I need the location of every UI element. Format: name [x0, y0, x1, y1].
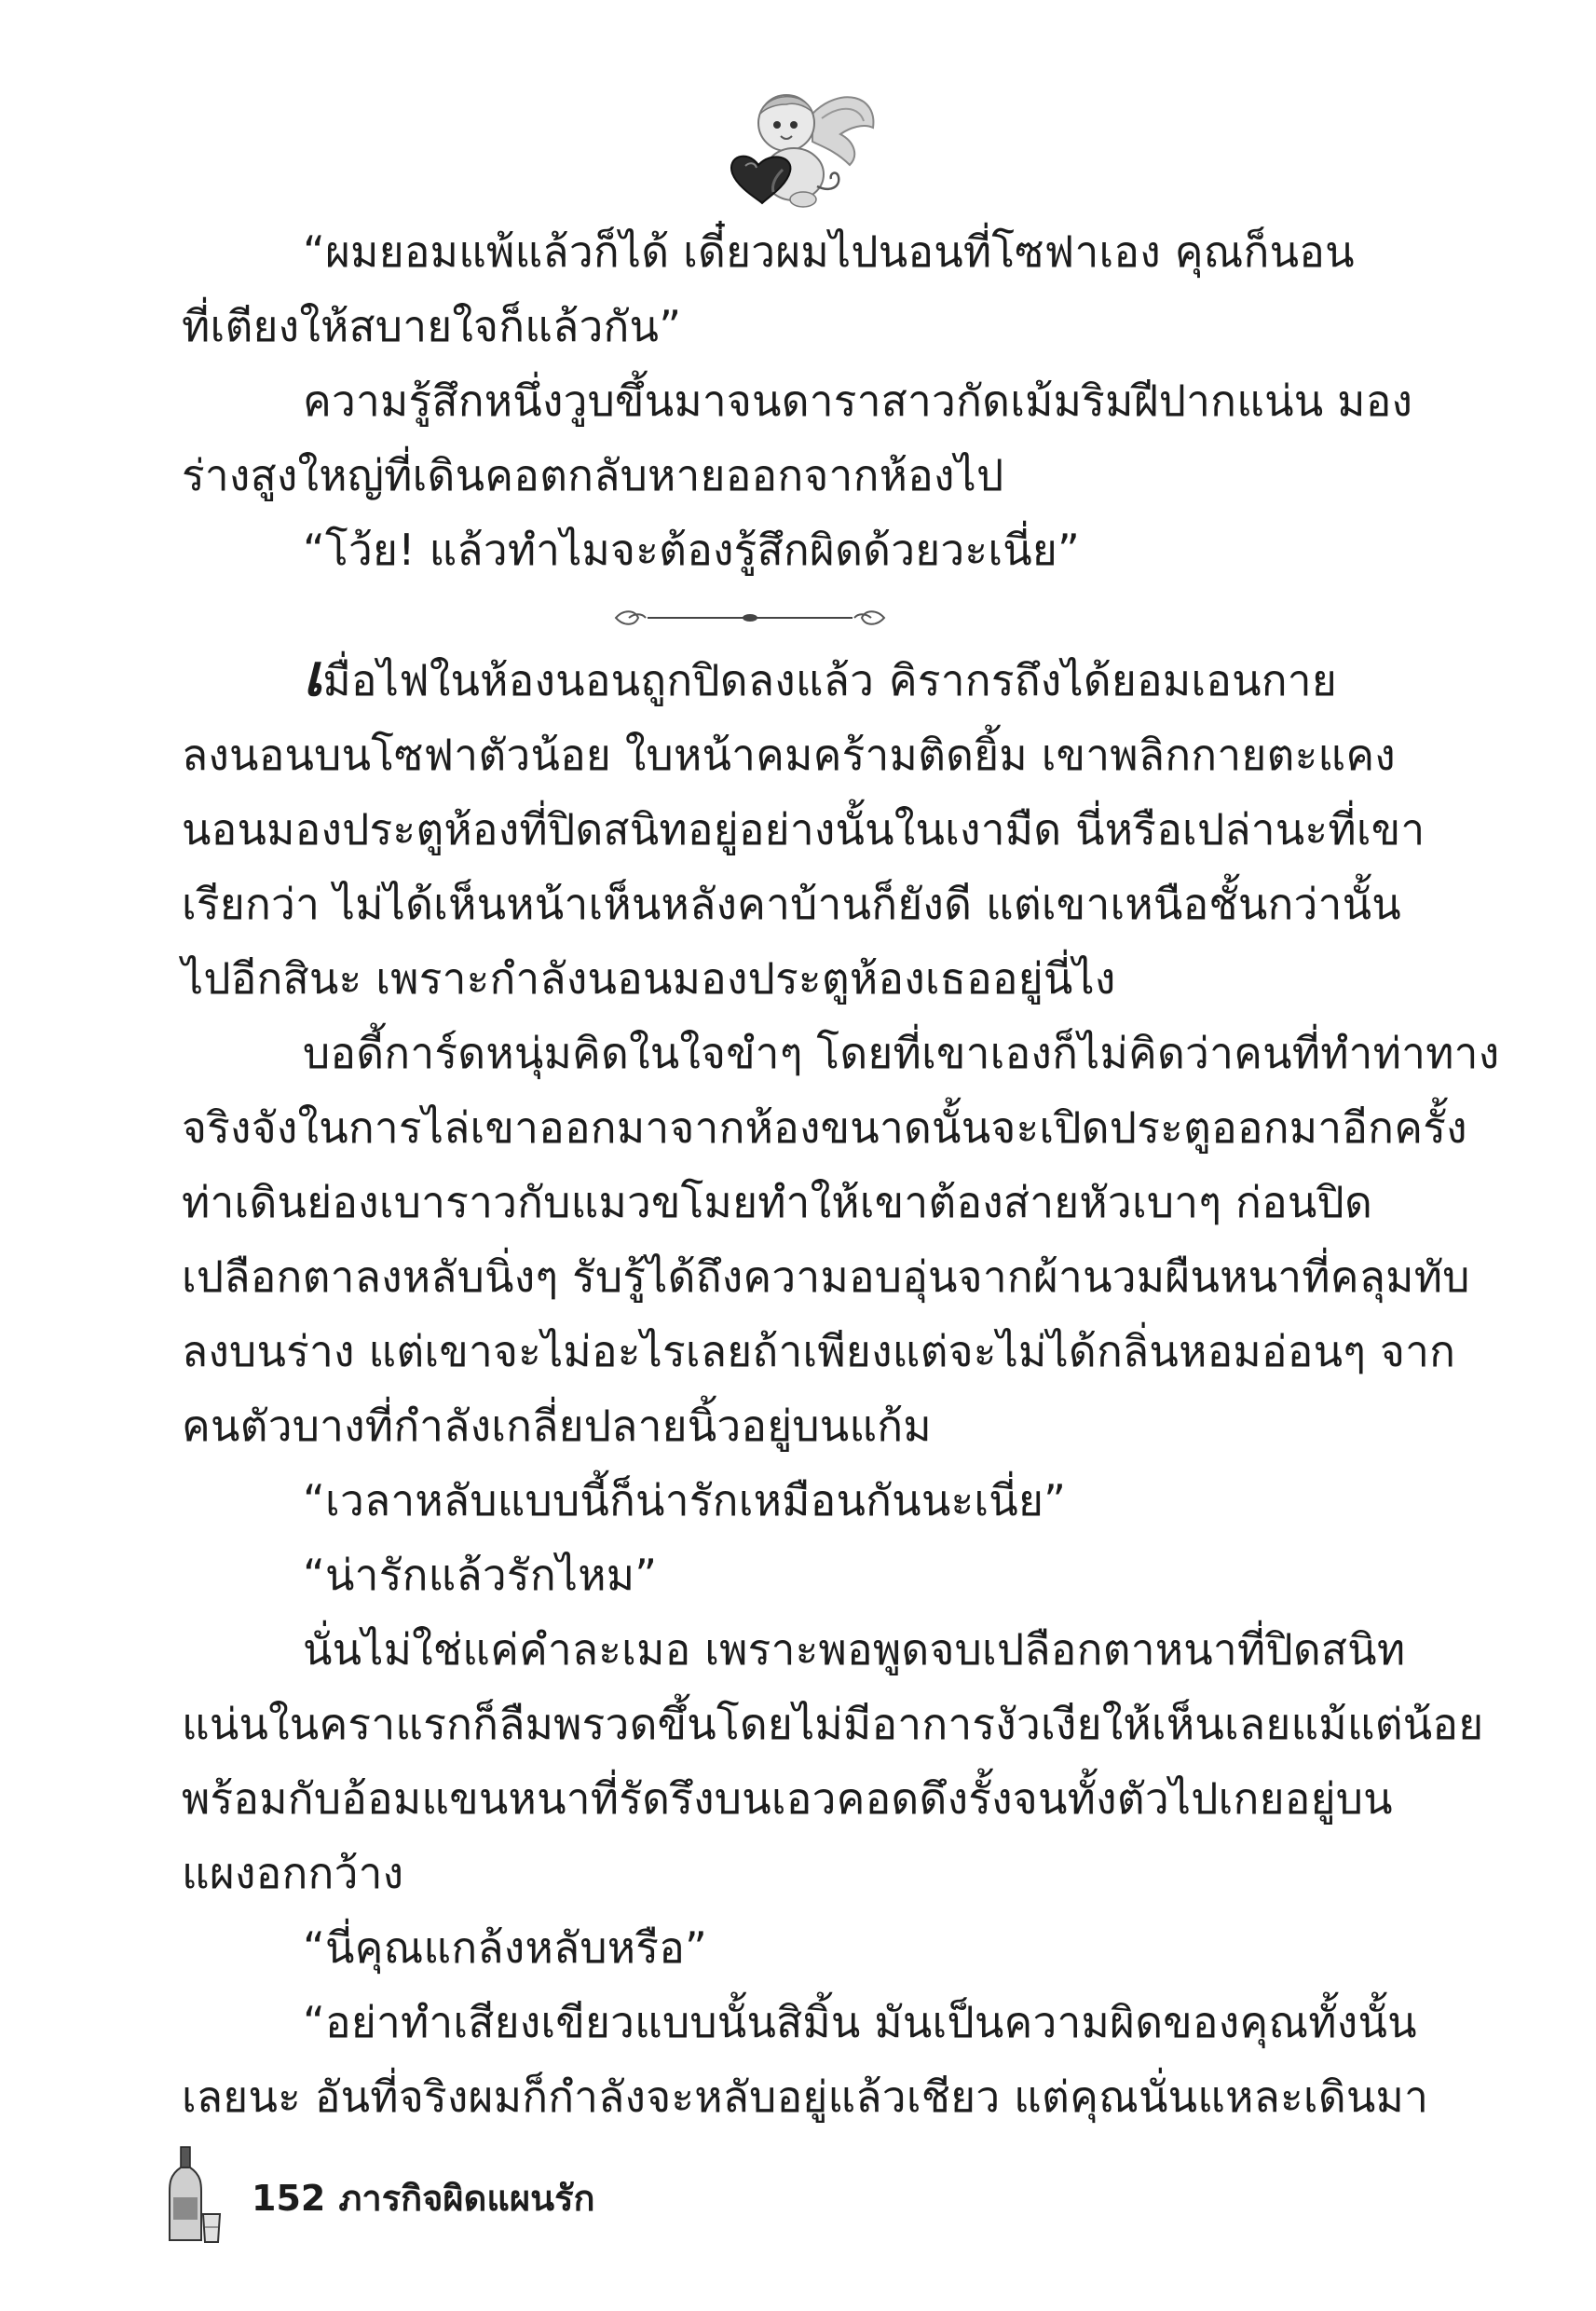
text-line: เลยนะ อันที่จริงผมก็กำลังจะหลับอยู่แล้วเชียว แต่คุณนั่นแหละเดินมา: [182, 2072, 1429, 2122]
text-line-first-rest: มื่อไฟในห้องนอนถูกปิดลงแล้ว คิรากรถึงได้ยอมเอนกาย: [322, 655, 1337, 705]
text-line: จริงจังในการไล่เขาออกมาจากห้องขนาดนั้นจะเปิดประตูออกมาอีกครั้ง: [182, 1102, 1467, 1153]
text-line: นอนมองประตูห้องที่ปิดสนิทอยู่อย่างนั้นในเงามืด นี่หรือเปล่านะที่เขา: [182, 804, 1425, 855]
page-footer: [252, 2169, 595, 2226]
text-line: คนตัวบางที่กำลังเกลี่ยปลายนิ้วอยู่บนแก้ม: [182, 1401, 932, 1451]
text-line: พร้อมกับอ้อมแขนหนาที่รัดรึงบนเอวคอดดึงรั้งจนทั้งตัวไปเกยอยู่บน: [182, 1773, 1393, 1824]
text-line: ท่าเดินย่องเบาราวกับแมวขโมยทำให้เขาต้องส่ายหัวเบาๆ ก่อนปิด: [182, 1177, 1373, 1227]
page-number: 152: [252, 2178, 326, 2219]
text-line: ความรู้สึกหนึ่งวูบขึ้นมาจนดาราสาวกัดเม้มริมฝีปากแน่น มอง: [303, 376, 1413, 426]
text-line: “นี่คุณแกล้งหลับหรือ”: [303, 1922, 708, 1973]
cupid-with-heart-icon: [701, 76, 887, 216]
text-line: ร่างสูงใหญ่ที่เดินคอตกลับหายออกจากห้องไป: [182, 450, 1004, 500]
dropcap: เ: [303, 641, 323, 709]
book-title: ภารกิจผิดแผนรัก: [338, 2178, 595, 2219]
text-line: “โว้ย! แล้วทำไมจะต้องรู้สึกผิดด้วยวะเนี่ย”: [303, 525, 1081, 575]
text-line: ที่เตียงให้สบายใจก็แล้วกัน”: [182, 301, 682, 351]
text-line: แผงอกกว้าง: [182, 1848, 404, 1898]
text-line: นั่นไม่ใช่แค่คำละเมอ เพราะพอพูดจบเปลือกตาหนาที่ปิดสนิท: [303, 1624, 1406, 1675]
text-line: เรียกว่า ไม่ได้เห็นหน้าเห็นหลังคาบ้านก็ยังดี แต่เขาเหนือชั้นกว่านั้น: [182, 879, 1401, 929]
text-line: ไปอีกสินะ เพราะกำลังนอนมองประตูห้องเธออยู่นี่ไง: [182, 953, 1116, 1004]
ornamental-divider-icon: [610, 604, 890, 632]
text-line: “อย่าทำเสียงเขียวแบบนั้นสิมิ้น มันเป็นความผิดของคุณทั้งนั้น: [303, 1997, 1417, 2047]
text-line: บอดี้การ์ดหนุ่มคิดในใจขำๆ โดยที่เขาเองก็ไม่คิดว่าคนที่ทำท่าทาง: [303, 1028, 1500, 1078]
text-line: “ผมยอมแพ้แล้วก็ได้ เดี๋ยวผมไปนอนที่โซฟาเอง คุณก็นอน: [303, 226, 1355, 277]
text-block-main: [182, 641, 1500, 2134]
text-line: “น่ารักแล้วรักไหม”: [303, 1550, 658, 1600]
text-line: แน่นในคราแรกก็ลืมพรวดขึ้นโดยไม่มีอาการงัวเงียให้เห็นเลยแม้แต่น้อย: [182, 1699, 1484, 1749]
text-line-first: [182, 643, 1337, 718]
text-line: ลงบนร่าง แต่เขาจะไม่อะไรเลยถ้าเพียงแต่จะไม่ได้กลิ่นหอมอ่อนๆ จาก: [182, 1326, 1456, 1376]
bottle-and-glass-icon: [160, 2143, 225, 2246]
text-line: ลงนอนบนโซฟาตัวน้อย ใบหน้าคมคร้ามติดยิ้ม เขาพลิกกายตะแคง: [182, 730, 1396, 780]
text-line: เปลือกตาลงหลับนิ่งๆ รับรู้ได้ถึงความอบอุ่นจากผ้านวมผืนหนาที่คลุมทับ: [182, 1251, 1470, 1302]
text-line: “เวลาหลับแบบนี้ก็น่ารักเหมือนกันนะเนี่ย”: [303, 1475, 1067, 1525]
text-block-top: [182, 214, 1413, 587]
